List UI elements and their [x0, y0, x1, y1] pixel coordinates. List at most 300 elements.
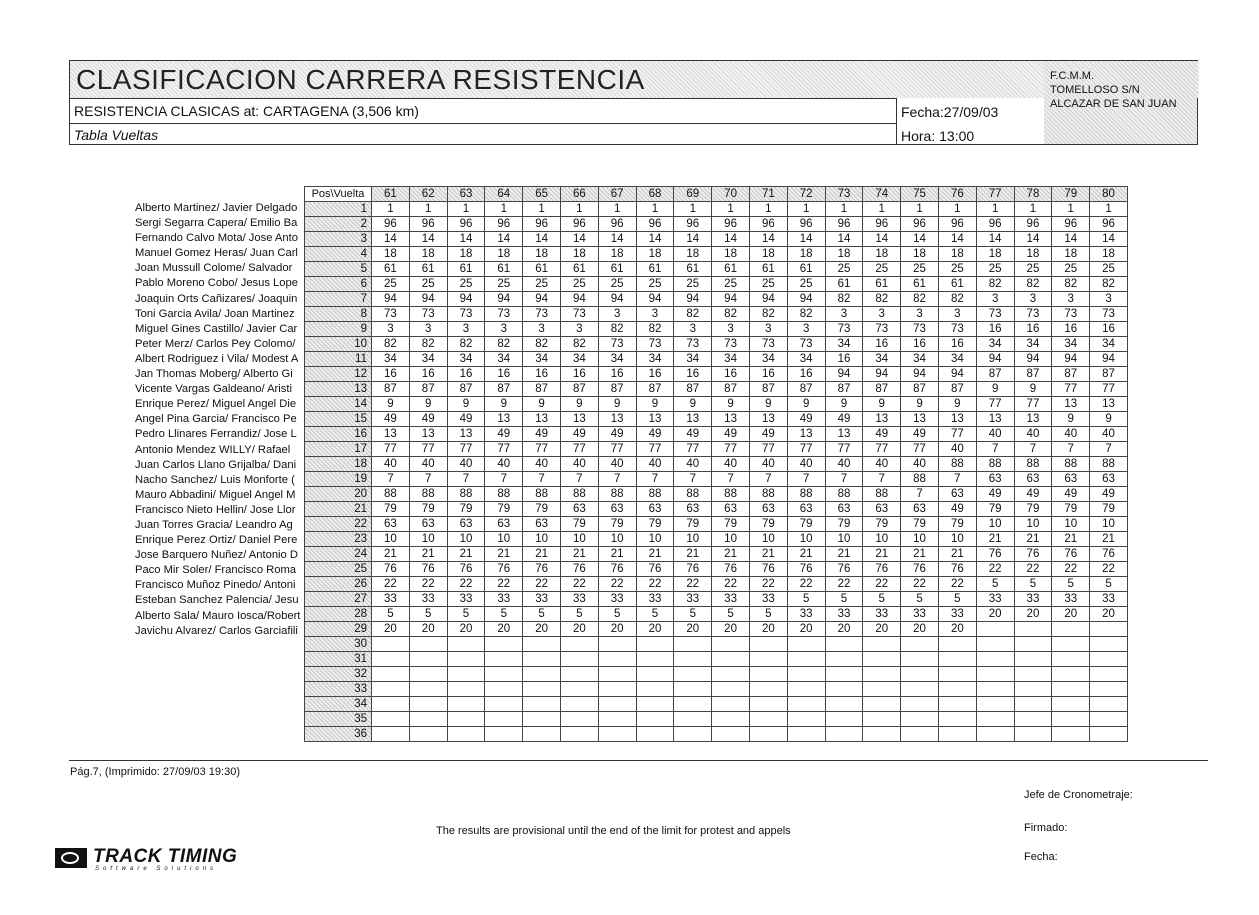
team-number-cell: 76: [1014, 547, 1052, 562]
team-number-cell: 63: [447, 517, 485, 532]
table-row: [305, 322, 1128, 337]
team-number-cell: 82: [372, 337, 410, 352]
position-cell: 16: [305, 427, 372, 442]
team-number-cell: 21: [636, 547, 674, 562]
team-number-cell: 77: [560, 442, 598, 457]
team-number-cell: 94: [863, 367, 901, 382]
team-number-cell: 18: [372, 247, 410, 262]
team-number-cell: 33: [1090, 592, 1128, 607]
team-number-cell: 33: [863, 607, 901, 622]
team-number-cell: 21: [712, 547, 750, 562]
position-cell: 14: [305, 397, 372, 412]
team-number-cell: 1: [636, 202, 674, 217]
team-number-cell: 33: [598, 592, 636, 607]
team-number-cell: 1: [901, 202, 939, 217]
position-cell: 30: [305, 637, 372, 652]
team-number-cell: [938, 637, 976, 652]
team-number-cell: [447, 667, 485, 682]
team-number-cell: [409, 637, 447, 652]
team-number-cell: 61: [372, 262, 410, 277]
team-number-cell: 77: [485, 442, 523, 457]
team-number-cell: 14: [938, 232, 976, 247]
team-number-cell: [976, 667, 1014, 682]
team-number-cell: 16: [636, 367, 674, 382]
team-number-cell: 22: [598, 577, 636, 592]
team-number-cell: [825, 682, 863, 697]
position-cell: 34: [305, 697, 372, 712]
team-number-cell: [372, 712, 410, 727]
team-number-cell: 21: [938, 547, 976, 562]
team-number-cell: 18: [636, 247, 674, 262]
table-row: [305, 382, 1128, 397]
team-number-cell: 20: [372, 622, 410, 637]
position-cell: 10: [305, 337, 372, 352]
team-number-cell: 9: [560, 397, 598, 412]
team-number-cell: 33: [485, 592, 523, 607]
team-number-cell: [447, 727, 485, 742]
team-number-cell: 96: [560, 217, 598, 232]
team-number-cell: 76: [863, 562, 901, 577]
team-name: Francisco Nieto Hellin/ Jose Llor: [135, 503, 296, 516]
team-number-cell: 25: [447, 277, 485, 292]
team-number-cell: 96: [1052, 217, 1090, 232]
team-number-cell: 96: [598, 217, 636, 232]
table-row: [305, 637, 1128, 652]
lap-header: 77: [976, 187, 1014, 202]
table-row: [305, 262, 1128, 277]
team-number-cell: 14: [636, 232, 674, 247]
team-number-cell: 79: [787, 517, 825, 532]
team-number-cell: [560, 727, 598, 742]
team-number-cell: [901, 727, 939, 742]
team-number-cell: 22: [1090, 562, 1128, 577]
table-row: [305, 607, 1128, 622]
team-number-cell: 7: [372, 472, 410, 487]
team-number-cell: 82: [1014, 277, 1052, 292]
team-number-cell: 96: [976, 217, 1014, 232]
team-number-cell: 87: [674, 382, 712, 397]
team-number-cell: 49: [485, 427, 523, 442]
team-name: Paco Mir Soler/ Francisco Roma: [135, 564, 297, 577]
team-number-cell: 40: [1014, 427, 1052, 442]
team-number-cell: 94: [560, 292, 598, 307]
team-number-cell: 21: [372, 547, 410, 562]
team-number-cell: 76: [976, 547, 1014, 562]
team-number-cell: 82: [1090, 277, 1128, 292]
team-number-cell: 61: [712, 262, 750, 277]
team-number-cell: 21: [485, 547, 523, 562]
team-number-cell: [1014, 727, 1052, 742]
team-number-cell: 82: [787, 307, 825, 322]
team-number-cell: 25: [976, 262, 1014, 277]
team-number-cell: 79: [976, 502, 1014, 517]
position-cell: 2: [305, 217, 372, 232]
team-number-cell: 40: [674, 457, 712, 472]
race-time: Hora: 13:00: [901, 128, 975, 144]
team-number-cell: 34: [523, 352, 561, 367]
table-row: [305, 277, 1128, 292]
team-number-cell: 7: [825, 472, 863, 487]
team-number-cell: 9: [938, 397, 976, 412]
team-number-cell: [863, 682, 901, 697]
position-cell: 19: [305, 472, 372, 487]
team-number-cell: 10: [938, 532, 976, 547]
team-number-cell: [863, 697, 901, 712]
team-number-cell: 25: [825, 262, 863, 277]
team-number-cell: 87: [901, 382, 939, 397]
team-number-cell: 79: [749, 517, 787, 532]
team-number-cell: [409, 727, 447, 742]
team-number-cell: [636, 682, 674, 697]
lap-header: 80: [1090, 187, 1128, 202]
team-name: Enrique Perez/ Miguel Angel Die: [135, 398, 297, 411]
team-name: Albert Rodriguez i Vila/ Modest A: [135, 352, 299, 365]
team-name: Angel Pina Garcia/ Francisco Pe: [135, 413, 297, 426]
team-number-cell: [901, 667, 939, 682]
table-row: [305, 397, 1128, 412]
team-number-cell: 34: [976, 337, 1014, 352]
team-number-cell: 96: [901, 217, 939, 232]
team-number-cell: [1090, 697, 1128, 712]
team-number-cell: [485, 652, 523, 667]
team-number-cell: 14: [901, 232, 939, 247]
team-number-cell: 3: [787, 322, 825, 337]
position-cell: 1: [305, 202, 372, 217]
team-number-cell: 61: [409, 262, 447, 277]
team-number-cell: 18: [863, 247, 901, 262]
team-number-cell: 13: [976, 412, 1014, 427]
race-subtitle-row: [70, 98, 896, 124]
team-number-cell: [674, 667, 712, 682]
team-number-cell: [1014, 697, 1052, 712]
table-row: [305, 562, 1128, 577]
team-number-cell: 73: [409, 307, 447, 322]
team-number-cell: 20: [409, 622, 447, 637]
team-number-cell: [485, 697, 523, 712]
table-row: [305, 412, 1128, 427]
table-row: [305, 547, 1128, 562]
team-number-cell: 9: [825, 397, 863, 412]
team-number-cell: 63: [1014, 472, 1052, 487]
team-number-cell: 96: [712, 217, 750, 232]
team-number-cell: 61: [938, 277, 976, 292]
team-number-cell: 94: [787, 292, 825, 307]
team-number-cell: [976, 637, 1014, 652]
team-number-cell: 5: [901, 592, 939, 607]
team-number-cell: 94: [523, 292, 561, 307]
team-number-cell: 21: [787, 547, 825, 562]
team-number-cell: 73: [938, 322, 976, 337]
team-number-cell: 88: [749, 487, 787, 502]
team-number-cell: 25: [787, 277, 825, 292]
team-number-cell: 5: [1052, 577, 1090, 592]
team-number-cell: 5: [485, 607, 523, 622]
organizer-line: ALCAZAR DE SAN JUAN: [1050, 98, 1177, 110]
team-number-cell: 79: [447, 502, 485, 517]
team-number-cell: 96: [372, 217, 410, 232]
team-number-cell: 33: [560, 592, 598, 607]
team-number-cell: [749, 652, 787, 667]
team-number-cell: [712, 667, 750, 682]
team-number-cell: 63: [901, 502, 939, 517]
team-number-cell: 82: [523, 337, 561, 352]
team-number-cell: [1090, 727, 1128, 742]
team-name: Pablo Moreno Cobo/ Jesus Lope: [135, 277, 298, 290]
team-number-cell: 96: [485, 217, 523, 232]
team-name: Jose Barquero Nuñez/ Antonio D: [135, 549, 298, 562]
team-number-cell: 22: [712, 577, 750, 592]
team-number-cell: [523, 697, 561, 712]
team-number-cell: 94: [674, 292, 712, 307]
team-number-cell: 33: [674, 592, 712, 607]
team-number-cell: 3: [523, 322, 561, 337]
team-number-cell: 9: [1014, 382, 1052, 397]
team-number-cell: 25: [372, 277, 410, 292]
team-number-cell: 88: [409, 487, 447, 502]
team-number-cell: 63: [409, 517, 447, 532]
team-number-cell: 94: [901, 367, 939, 382]
team-number-cell: 88: [901, 472, 939, 487]
team-number-cell: 49: [1014, 487, 1052, 502]
team-number-cell: 13: [523, 412, 561, 427]
team-number-cell: 79: [1052, 502, 1090, 517]
team-number-cell: 22: [863, 577, 901, 592]
team-number-cell: 79: [485, 502, 523, 517]
team-number-cell: 96: [674, 217, 712, 232]
team-number-cell: [863, 712, 901, 727]
team-number-cell: 10: [863, 532, 901, 547]
team-number-cell: 79: [825, 517, 863, 532]
team-name: Miguel Gines Castillo/ Javier Car: [135, 322, 298, 335]
team-number-cell: [901, 682, 939, 697]
team-number-cell: 9: [674, 397, 712, 412]
team-number-cell: 94: [485, 292, 523, 307]
team-number-cell: [825, 712, 863, 727]
team-number-cell: 7: [749, 472, 787, 487]
team-number-cell: 79: [674, 517, 712, 532]
team-number-cell: [976, 712, 1014, 727]
team-number-cell: 34: [863, 352, 901, 367]
team-number-cell: [938, 667, 976, 682]
team-number-cell: [825, 727, 863, 742]
stopwatch-icon: [55, 848, 87, 868]
team-number-cell: 16: [1052, 322, 1090, 337]
team-number-cell: 94: [1014, 352, 1052, 367]
team-number-cell: 25: [901, 262, 939, 277]
team-number-cell: 82: [901, 292, 939, 307]
team-number-cell: 14: [863, 232, 901, 247]
team-number-cell: [523, 682, 561, 697]
team-number-cell: [598, 682, 636, 697]
team-number-cell: 5: [523, 607, 561, 622]
team-number-cell: 16: [787, 367, 825, 382]
team-number-cell: [787, 667, 825, 682]
team-number-cell: 34: [485, 352, 523, 367]
team-number-cell: 5: [938, 592, 976, 607]
team-number-cell: [901, 637, 939, 652]
team-number-cell: 34: [598, 352, 636, 367]
team-number-cell: 1: [372, 202, 410, 217]
team-number-cell: 76: [447, 562, 485, 577]
team-number-cell: 79: [901, 517, 939, 532]
report-title: CLASIFICACION CARRERA RESISTENCIA: [76, 64, 645, 95]
lap-header: 62: [409, 187, 447, 202]
team-number-cell: 9: [712, 397, 750, 412]
lap-header: 66: [560, 187, 598, 202]
team-number-cell: 87: [447, 382, 485, 397]
team-number-cell: 13: [749, 412, 787, 427]
team-number-cell: [674, 712, 712, 727]
team-number-cell: 61: [787, 262, 825, 277]
team-number-cell: 10: [523, 532, 561, 547]
team-number-cell: 25: [1090, 262, 1128, 277]
position-cell: 4: [305, 247, 372, 262]
team-number-cell: [523, 667, 561, 682]
team-number-cell: 3: [409, 322, 447, 337]
team-number-cell: 18: [825, 247, 863, 262]
team-number-cell: 94: [372, 292, 410, 307]
team-number-cell: [674, 697, 712, 712]
team-number-cell: 33: [901, 607, 939, 622]
team-number-cell: 16: [485, 367, 523, 382]
team-number-cell: 49: [787, 412, 825, 427]
team-number-cell: 87: [409, 382, 447, 397]
team-number-cell: 79: [636, 517, 674, 532]
team-number-cell: 88: [863, 487, 901, 502]
team-number-cell: 34: [1052, 337, 1090, 352]
team-number-cell: [787, 697, 825, 712]
team-number-cell: 21: [447, 547, 485, 562]
team-number-cell: 3: [825, 307, 863, 322]
team-number-cell: 16: [372, 367, 410, 382]
team-number-cell: 10: [1052, 517, 1090, 532]
team-number-cell: 22: [636, 577, 674, 592]
team-number-cell: 10: [1014, 517, 1052, 532]
team-number-cell: 76: [938, 562, 976, 577]
team-number-cell: 61: [863, 277, 901, 292]
team-number-cell: 16: [674, 367, 712, 382]
team-number-cell: 3: [485, 322, 523, 337]
team-number-cell: 88: [1090, 457, 1128, 472]
team-number-cell: 3: [749, 322, 787, 337]
team-number-cell: 21: [825, 547, 863, 562]
team-number-cell: 14: [485, 232, 523, 247]
team-number-cell: 7: [712, 472, 750, 487]
position-cell: 25: [305, 562, 372, 577]
team-number-cell: 16: [1014, 322, 1052, 337]
team-number-cell: 40: [825, 457, 863, 472]
team-number-cell: 82: [938, 292, 976, 307]
team-number-cell: 63: [485, 517, 523, 532]
team-number-cell: 10: [712, 532, 750, 547]
team-number-cell: [1052, 622, 1090, 637]
team-number-cell: 16: [749, 367, 787, 382]
team-number-cell: 7: [1014, 442, 1052, 457]
team-number-cell: 21: [674, 547, 712, 562]
team-number-cell: [636, 652, 674, 667]
team-number-cell: [409, 697, 447, 712]
team-number-cell: [1014, 682, 1052, 697]
table-row: [305, 442, 1128, 457]
team-number-cell: 25: [560, 277, 598, 292]
team-number-cell: 63: [825, 502, 863, 517]
team-number-cell: 3: [976, 292, 1014, 307]
team-number-cell: 10: [485, 532, 523, 547]
lap-header: 64: [485, 187, 523, 202]
team-number-cell: 1: [560, 202, 598, 217]
team-number-cell: 9: [598, 397, 636, 412]
team-number-cell: 5: [1014, 577, 1052, 592]
lap-header: 63: [447, 187, 485, 202]
team-number-cell: 40: [863, 457, 901, 472]
team-number-cell: [1052, 652, 1090, 667]
team-number-cell: 34: [712, 352, 750, 367]
team-name: Alberto Sala/ Mauro Iosca/Robert: [135, 609, 301, 622]
team-number-cell: 20: [560, 622, 598, 637]
team-number-cell: [560, 682, 598, 697]
team-number-cell: 79: [863, 517, 901, 532]
team-number-cell: 82: [598, 322, 636, 337]
logo-subtext: Software Solutions: [95, 866, 218, 872]
team-number-cell: 40: [976, 427, 1014, 442]
team-number-cell: 5: [372, 607, 410, 622]
team-number-cell: [523, 727, 561, 742]
team-number-cell: 21: [1014, 532, 1052, 547]
team-number-cell: 13: [825, 427, 863, 442]
team-number-cell: [523, 652, 561, 667]
team-number-cell: 25: [636, 277, 674, 292]
team-number-cell: [485, 727, 523, 742]
team-number-cell: 87: [485, 382, 523, 397]
team-number-cell: 9: [976, 382, 1014, 397]
team-number-cell: 40: [1052, 427, 1090, 442]
team-number-cell: [976, 622, 1014, 637]
team-number-cell: [560, 712, 598, 727]
team-number-cell: 82: [485, 337, 523, 352]
team-number-cell: [485, 667, 523, 682]
team-number-cell: 10: [560, 532, 598, 547]
team-number-cell: 25: [749, 277, 787, 292]
team-number-cell: 34: [636, 352, 674, 367]
team-number-cell: [1014, 652, 1052, 667]
team-number-cell: 88: [485, 487, 523, 502]
lap-header: 70: [712, 187, 750, 202]
team-number-cell: 20: [485, 622, 523, 637]
team-number-cell: 79: [1014, 502, 1052, 517]
team-number-cell: 49: [674, 427, 712, 442]
team-number-cell: 87: [1090, 367, 1128, 382]
team-number-cell: 25: [598, 277, 636, 292]
organizer-box: [1044, 61, 1197, 144]
team-number-cell: [1014, 667, 1052, 682]
team-number-cell: 87: [560, 382, 598, 397]
team-number-cell: 96: [447, 217, 485, 232]
team-number-cell: 88: [372, 487, 410, 502]
team-name: Francisco Muñoz Pinedo/ Antoni: [135, 579, 296, 592]
team-number-cell: 94: [976, 352, 1014, 367]
team-number-cell: 1: [825, 202, 863, 217]
team-number-cell: 5: [598, 607, 636, 622]
team-number-cell: 18: [523, 247, 561, 262]
team-number-cell: 3: [938, 307, 976, 322]
team-number-cell: 73: [372, 307, 410, 322]
team-number-cell: 73: [447, 307, 485, 322]
team-number-cell: 34: [409, 352, 447, 367]
team-number-cell: 16: [825, 352, 863, 367]
team-number-cell: 5: [863, 592, 901, 607]
team-number-cell: 16: [712, 367, 750, 382]
position-cell: 18: [305, 457, 372, 472]
